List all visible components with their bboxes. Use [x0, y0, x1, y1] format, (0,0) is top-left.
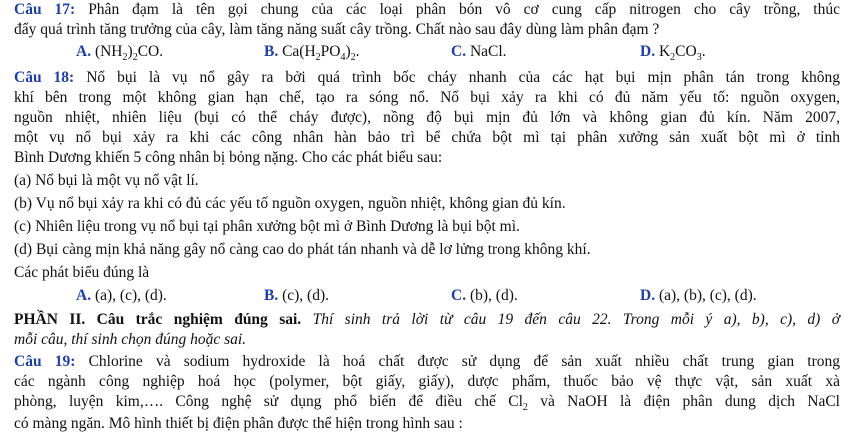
q18-number: Câu 18: [14, 69, 75, 86]
q18-stem-3: nguồn nhiệt, nhiên liệu (bụi có thể cháy được), nồng độ bụi mịn đủ lớn và không gian đủ kín. Năm 2007, [14, 109, 840, 126]
q17-option-d[interactable]: D. $K_2CO_3$. [640, 43, 706, 64]
q18-option-b[interactable]: B. (c), (d). [264, 287, 329, 304]
q18-option-d[interactable]: D. (a), (b), (c), (d). [640, 287, 757, 304]
part2-instruction-1: Thí sinh trả lời từ câu 19 đến câu 22. Trong mỗi ý a), b), c), d) ở [312, 311, 841, 328]
q19-stem-3b: và NaOH là điện phân dung dịch NaCl [527, 393, 840, 410]
q17-line-1 [14, 0, 840, 20]
q17-option-b[interactable]: B. $Ca(H_2PO_4)_2$. [264, 43, 360, 64]
part2-line-1 [14, 310, 840, 330]
q19-stem-4: có màng ngăn. Mô hình thiết bị điện phân được thể hiện trong hình sau : [14, 415, 463, 432]
q19-line-3 [14, 392, 840, 412]
q18-option-c[interactable]: C. (b), (d). [451, 287, 518, 304]
q18-stem-1: Nổ bụi là vụ nổ gây ra bởi quá trình bốc cháy nhanh của các hạt bụi mịn phân tán trong không [86, 69, 840, 86]
q18-stem-4: một vụ nổ bụi xảy ra khi các công nhân hàn bảo trì bể chứa bột mì tại phân xưởng sản xuất bột mì ở tỉnh [14, 129, 840, 146]
q19-stem-2: các ngành công nghiệp hoá học (polymer, bột giấy, giấy), dược phẩm, thuốc bảo vệ thực vật, sản xuất xà [14, 373, 840, 390]
q18-statement-c: (c) Nhiên liệu trong vụ nổ bụi tại phân xưởng bột mì ở Bình Dương là bụi bột mì. [14, 218, 520, 235]
q19-stem-1: Chlorine và sodium hydroxide là hoá chất được sử dụng để sản xuất nhiều chất trung gian trong [88, 353, 841, 370]
q17-stem-2: đẩy quá trình tăng trưởng của cây, làm tăng năng suất cây trồng. Chất nào sau đây dùng làm phân đạm ? [14, 21, 660, 38]
q18-option-a[interactable]: A. (a), (c), (d). [76, 287, 167, 304]
q18-statement-a: (a) Nổ bụi là một vụ nổ vật lí. [14, 172, 199, 189]
q18-line-1 [14, 68, 840, 88]
q17-stem-1: Phân đạm là tên gọi chung của các loại phân bón vô cơ cung cấp nitrogen cho cây trồng, thúc [88, 1, 840, 18]
q19-cl2-subscript: 2 [522, 402, 528, 414]
q17-option-c[interactable]: C. NaCl. [451, 43, 507, 60]
part2-heading: PHẦN II. Câu trắc nghiệm đúng sai. [14, 311, 302, 328]
q18-statement-d: (d) Bụi càng mịn khả năng gây nổ càng cao do phát tán nhanh và dễ lơ lửng trong không khí. [14, 241, 591, 258]
q19-stem-3a: phòng, luyện kim,…. Công nghệ sử dụng phổ biến để điều chế Cl [14, 393, 523, 410]
q18-statement-b: (b) Vụ nổ bụi xảy ra khi có đủ các yếu tố nguồn oxygen, nguồn nhiệt, không gian đủ kín. [14, 195, 566, 212]
q19-line-1 [14, 352, 840, 372]
q18-prompt: Các phát biểu đúng là [14, 264, 150, 281]
q17-option-a[interactable]: A. $(NH_2)_2CO$. [76, 43, 164, 64]
q17-number: Câu 17: [14, 1, 76, 18]
part2-instruction-2: mỗi câu, thí sinh chọn đúng hoặc sai. [14, 331, 247, 348]
q18-stem-2: khí bên trong một không gian hạn chế, tạo ra sóng nổ. Nổ bụi xảy ra khi có đủ năm yếu tố: nguồn oxygen, [14, 89, 840, 106]
q19-number: Câu 19: [14, 353, 76, 370]
q18-stem-5: Bình Dương khiến 5 công nhân bị bỏng nặng. Cho các phát biểu sau: [14, 149, 443, 166]
